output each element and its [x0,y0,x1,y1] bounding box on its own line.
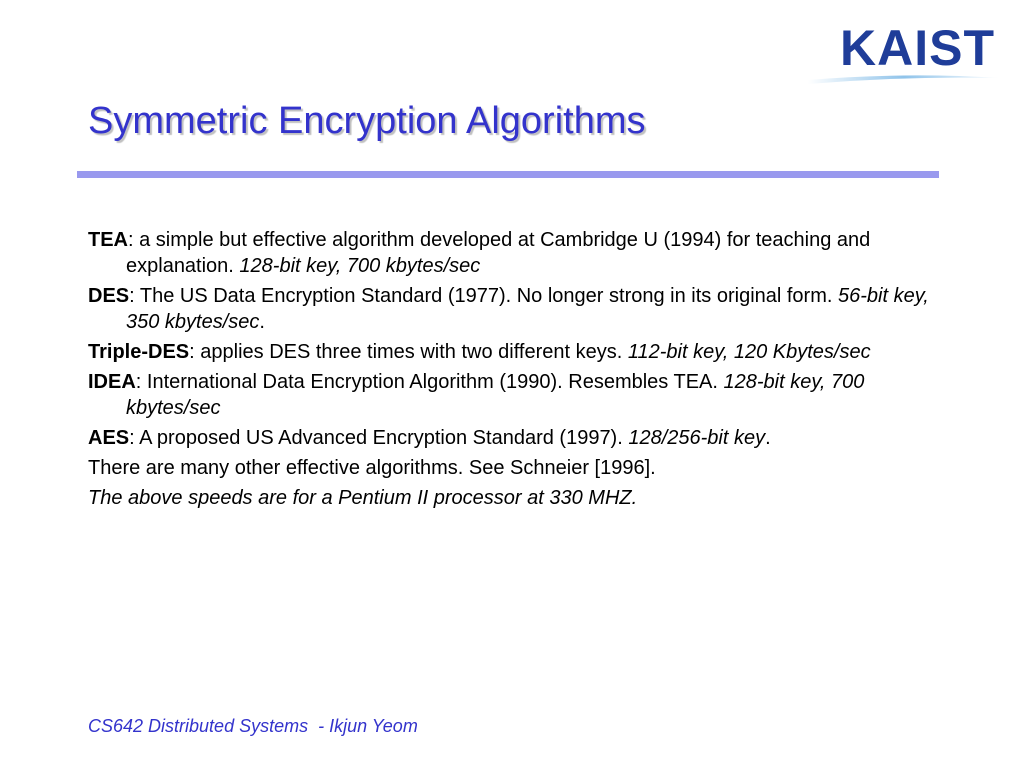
slide-title: Symmetric Encryption Algorithms [88,100,646,142]
item-text: : a simple but effective algorithm developed at Cambridge U (1994) for teaching and explanation. [126,229,871,277]
item-emphasis: 128-bit key, 700 kbytes/sec [239,255,481,277]
note-plain: There are many other effective algorithms. See Schneier [1996]. [88,457,656,479]
item-emphasis: 112-bit key, 120 Kbytes/sec [627,341,871,363]
slide-body [88,227,948,515]
list-item-idea [88,369,948,421]
list-item-triple-des [88,339,948,365]
item-text: : The US Data Encryption Standard (1977). No longer strong in its original form. [129,285,838,307]
list-item-aes [88,425,948,451]
item-term: IDEA [88,371,136,393]
note-italic-text: The above speeds are for a Pentium II processor at 330 MHZ. [88,487,638,509]
logo-swoosh-icon [808,74,1000,100]
item-trailing: . [259,311,265,333]
item-term: Triple-DES [88,341,190,363]
slide-footer: CS642 Distributed Systems - Ikjun Yeom [88,716,418,736]
item-text: : International Data Encryption Algorithm (1990). Resembles TEA. [135,371,724,393]
item-term: AES [88,427,130,449]
item-emphasis: 56-bit key, 350 kbytes/sec [126,285,929,333]
logo-text: KAIST [840,20,995,76]
item-text: : applies DES three times with two different keys. [189,341,628,363]
kaist-logo [808,18,1000,82]
title-divider [77,171,939,178]
item-text: : A proposed US Advanced Encryption Standard (1997). [129,427,629,449]
list-item-des [88,283,948,335]
item-term: DES [88,285,130,307]
item-emphasis: 128-bit key, 700 kbytes/sec [126,371,865,419]
item-emphasis: 128/256-bit key [628,427,766,449]
item-term: TEA [88,229,128,251]
item-trailing: . [765,427,771,449]
note-italic [88,485,948,511]
list-item-tea [88,227,948,279]
